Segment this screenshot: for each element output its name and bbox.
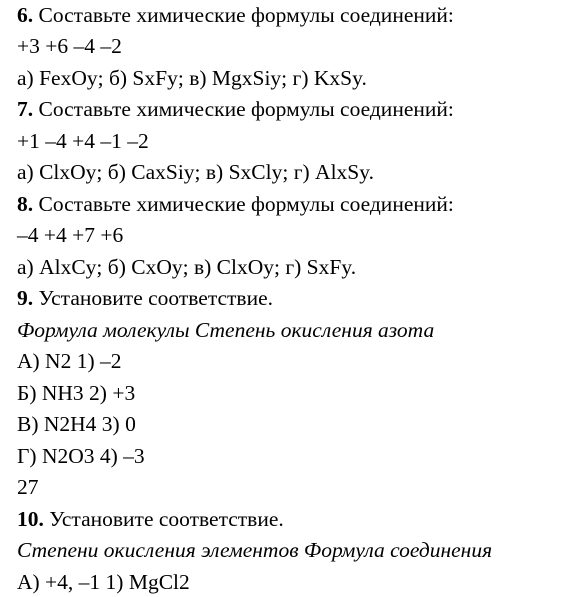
task-9-row: Б) NH3 2) +3 <box>17 381 136 405</box>
task-10-heading <box>17 507 284 534</box>
task-6-options: а) FexOy; б) SxFy; в) MgxSiy; г) KxSy. <box>17 66 367 90</box>
task-9-number: 9. <box>17 286 34 310</box>
task-6-heading <box>17 3 454 30</box>
task-10-table-header: Степени окисления элементов Формула соединения <box>17 538 493 562</box>
task-7-number: 7. <box>17 97 34 121</box>
task-7-heading <box>17 97 454 124</box>
task-9-heading <box>17 286 273 313</box>
task-8-options: а) AlxCy; б) CxOy; в) ClxOy; г) SxFy. <box>17 255 357 279</box>
task-8-oxidation-states: –4 +4 +7 +6 <box>17 223 124 247</box>
task-9-row: В) N2H4 3) 0 <box>17 412 136 436</box>
task-10-row: А) +4, –1 1) MgCl2 <box>17 570 190 594</box>
task-9-answer: 27 <box>17 475 39 499</box>
task-6-oxidation-states: +3 +6 –4 –2 <box>17 34 122 58</box>
task-7-options: а) ClxOy; б) CaxSiy; в) SxCly; г) AlxSy. <box>17 160 374 184</box>
task-7-oxidation-states: +1 –4 +4 –1 –2 <box>17 129 149 153</box>
task-10-title: Установите соответствие. <box>49 507 284 531</box>
task-6-number: 6. <box>17 3 34 27</box>
task-8-heading <box>17 192 454 219</box>
task-7-title: Составьте химические формулы соединений: <box>38 97 454 121</box>
task-9-row: А) N2 1) –2 <box>17 349 122 373</box>
task-9-row: Г) N2O3 4) –3 <box>17 444 145 468</box>
task-8-title: Составьте химические формулы соединений: <box>38 192 454 216</box>
task-9-title: Установите соответствие. <box>38 286 274 310</box>
task-8-number: 8. <box>17 192 34 216</box>
task-6-title: Составьте химические формулы соединений: <box>38 3 454 27</box>
task-9-table-header: Формула молекулы Степень окисления азота <box>17 318 435 342</box>
task-10-number: 10. <box>17 507 44 531</box>
